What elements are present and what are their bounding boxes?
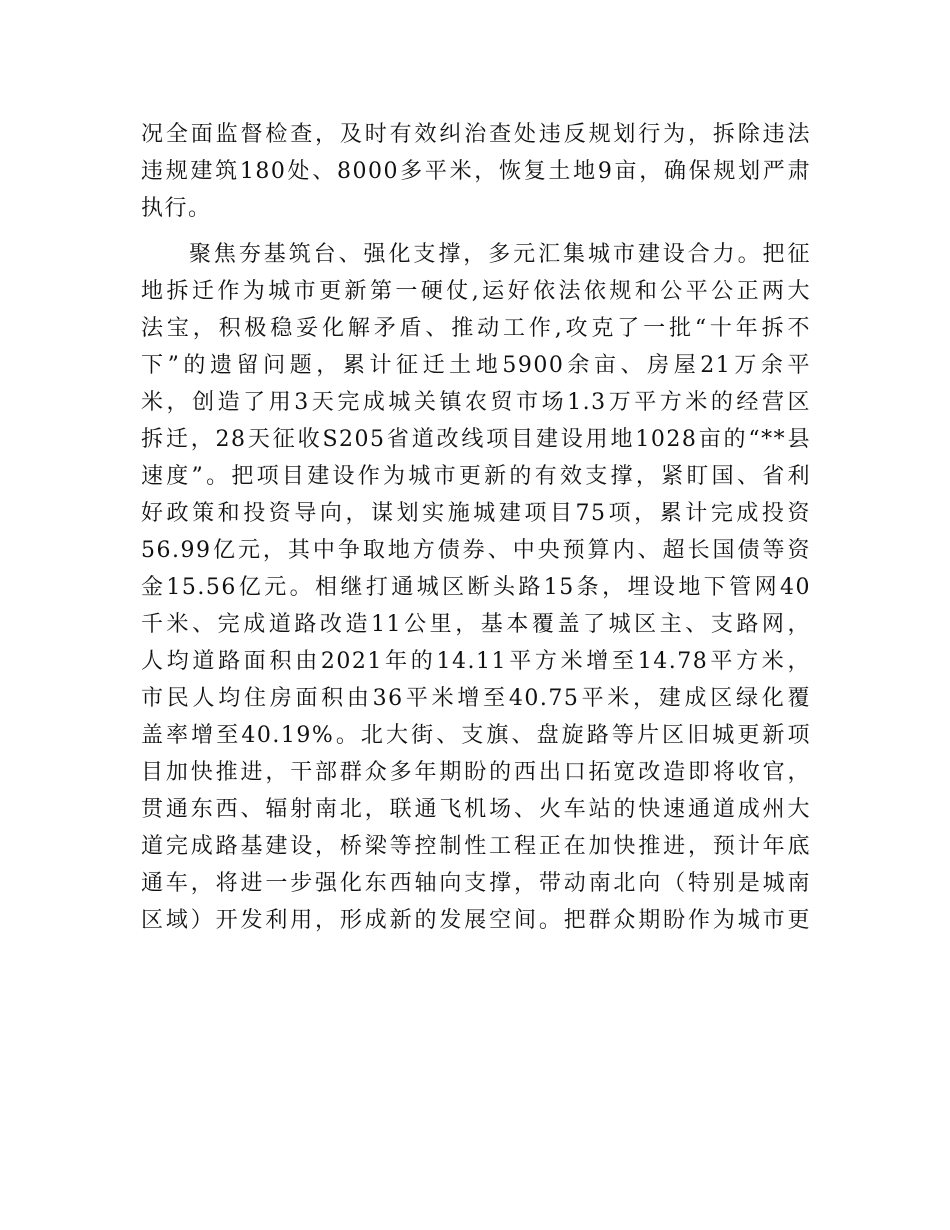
paragraph-2-line: 通车，将进一步强化东西轴向支撑，带动南北向（特别是城南: [141, 871, 811, 896]
paragraph-2-line: 56.99亿元，其中争取地方债券、中央预算内、超长国债等资: [141, 538, 811, 563]
paragraph-2-line: 下”的遗留问题，累计征迁土地5900余亩、房屋21万余平: [141, 353, 811, 378]
paragraph-2-line: 拆迁，28天征收S205省道改线项目建设用地1028亩的“**县: [141, 427, 811, 452]
paragraph-2-line: 金15.56亿元。相继打通城区断头路15条，埋设地下管网40: [141, 575, 811, 600]
paragraph-2-line: 聚焦夯基筑台、强化支撑，多元汇集城市建设合力。把征: [189, 242, 811, 267]
paragraph-1-line: 况全面监督检查，及时有效纠治查处违反规划行为，拆除违法: [141, 122, 811, 147]
paragraph-2-line: 道完成路基建设，桥梁等控制性工程正在加快推进，预计年底: [141, 834, 811, 859]
paragraph-2-line: 法宝，积极稳妥化解矛盾、推动工作,攻克了一批“十年拆不: [141, 316, 811, 341]
body-text: [141, 116, 811, 939]
paragraph-2-line: 速度”。把项目建设作为城市更新的有效支撑，紧盯国、省利: [141, 464, 811, 489]
paragraph-1-line: 执行。: [141, 196, 212, 221]
paragraph-2-line: 米，创造了用3天完成城关镇农贸市场1.3万平方米的经营区: [141, 390, 811, 415]
paragraph-2-line: 区域）开发利用，形成新的发展空间。把群众期盼作为城市更: [141, 908, 811, 933]
paragraph-1-line: 违规建筑180处、8000多平米，恢复土地9亩，确保规划严肃: [141, 159, 811, 184]
paragraph-2-line: 人均道路面积由2021年的14.11平方米增至14.78平方米，: [141, 649, 811, 674]
paragraph-2-line: 好政策和投资导向，谋划实施城建项目75项，累计完成投资: [141, 501, 811, 526]
paragraph-2-line: 市民人均住房面积由36平米增至40.75平米，建成区绿化覆: [141, 686, 811, 711]
paragraph-2-line: 千米、完成道路改造11公里，基本覆盖了城区主、支路网，: [141, 612, 811, 637]
paragraph-2-line: 地拆迁作为城市更新第一硬仗,运好依法依规和公平公正两大: [141, 279, 811, 304]
paragraph-2-line: 贯通东西、辐射南北，联通飞机场、火车站的快速通道成州大: [141, 797, 811, 822]
paragraph-gap: [141, 227, 811, 236]
paragraph-2: [141, 236, 811, 939]
paragraph-2-line: 盖率增至40.19%。北大街、支旗、盘旋路等片区旧城更新项: [141, 723, 811, 748]
paragraph-2-line: 目加快推进，干部群众多年期盼的西出口拓宽改造即将收官，: [141, 760, 811, 785]
paragraph-1: [141, 116, 811, 227]
